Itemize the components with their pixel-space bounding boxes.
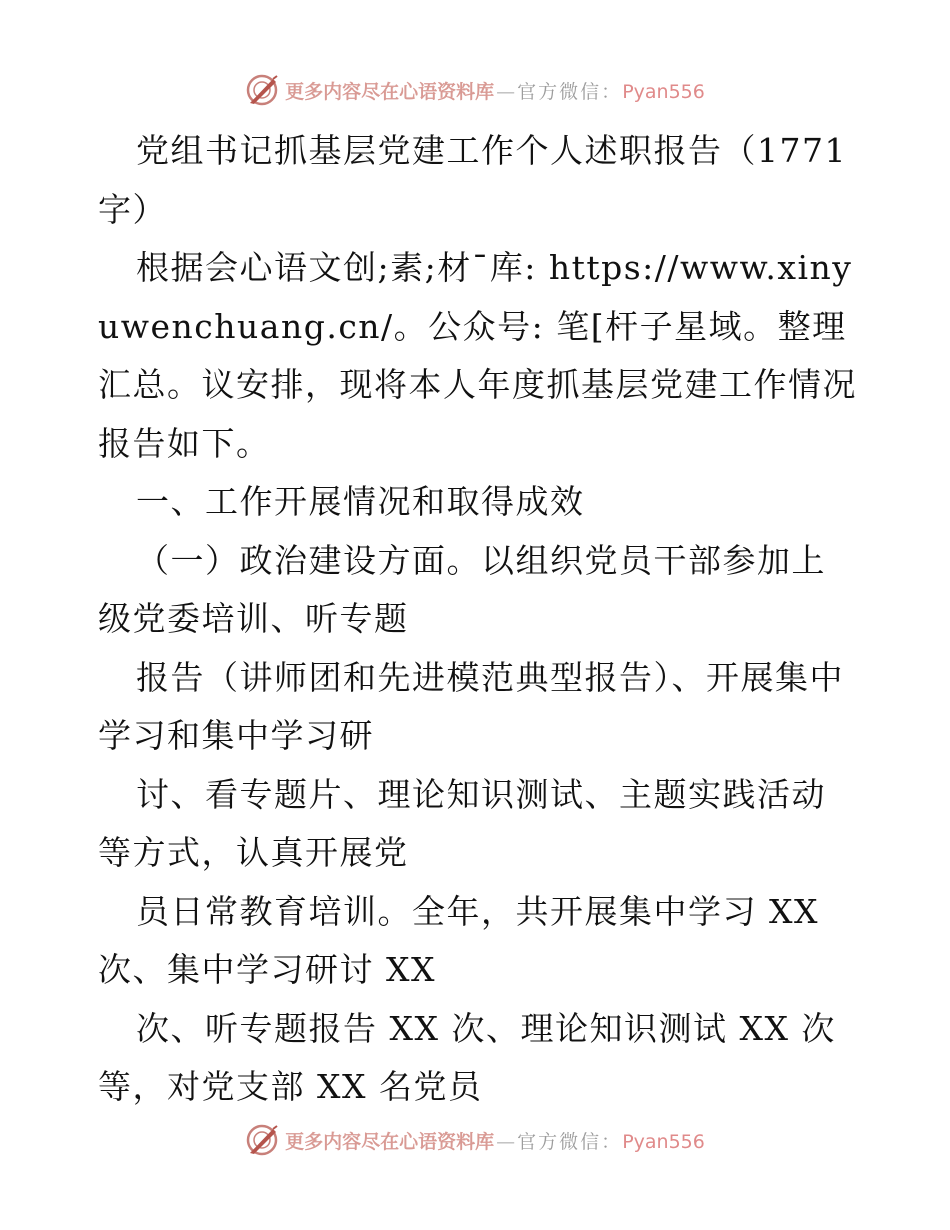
paragraph-line: 讨、看专题片、理论知识测试、主题实践活动等方式，认真开展党 <box>98 774 826 872</box>
paragraph-line: （一）政治建设方面。以组织党员干部参加上级党委培训、听专题 <box>98 540 826 638</box>
watermark-main-text: 更多内容尽在心语资料库 <box>285 80 495 103</box>
watermark-text <box>285 1127 705 1154</box>
watermark-wechat-id: Pyan556 <box>622 1130 705 1153</box>
watermark-wechat-id: Pyan556 <box>622 80 705 103</box>
quill-logo-icon <box>245 73 279 107</box>
watermark-main-text: 更多内容尽在心语资料库 <box>285 1130 495 1153</box>
paragraph-line: 次、听专题报告 XX 次、理论知识测试 XX 次等，对党支部 XX 名党员 <box>98 1008 836 1106</box>
watermark-wechat-label: 官方微信： <box>517 80 623 103</box>
document-title: 党组书记抓基层党建工作个人述职报告（1771字） <box>98 131 847 229</box>
document-body <box>98 122 858 1117</box>
watermark-banner-bottom <box>0 1120 950 1160</box>
watermark-banner-top <box>0 70 950 110</box>
watermark-wechat-label: 官方微信： <box>517 1130 623 1153</box>
quill-logo-icon <box>245 1123 279 1157</box>
watermark-dash: — <box>496 80 516 103</box>
paragraph-intro: 根据会心语文创;素;材¯库: https://www.xinyuwenchuang.cn/。公众号: 笔[杆子星域。整理汇总。议安排，现将本人年度抓基层党建工作情况报告如下。 <box>98 248 857 463</box>
paragraph-line: 员日常教育培训。全年，共开展集中学习 XX 次、集中学习研讨 XX <box>98 891 819 989</box>
paragraph-line: 报告（讲师团和先进模范典型报告）、开展集中学习和集中学习研 <box>98 657 844 755</box>
watermark-text <box>285 77 705 104</box>
watermark-dash: — <box>496 1130 516 1153</box>
section-heading: 一、工作开展情况和取得成效 <box>136 482 585 521</box>
